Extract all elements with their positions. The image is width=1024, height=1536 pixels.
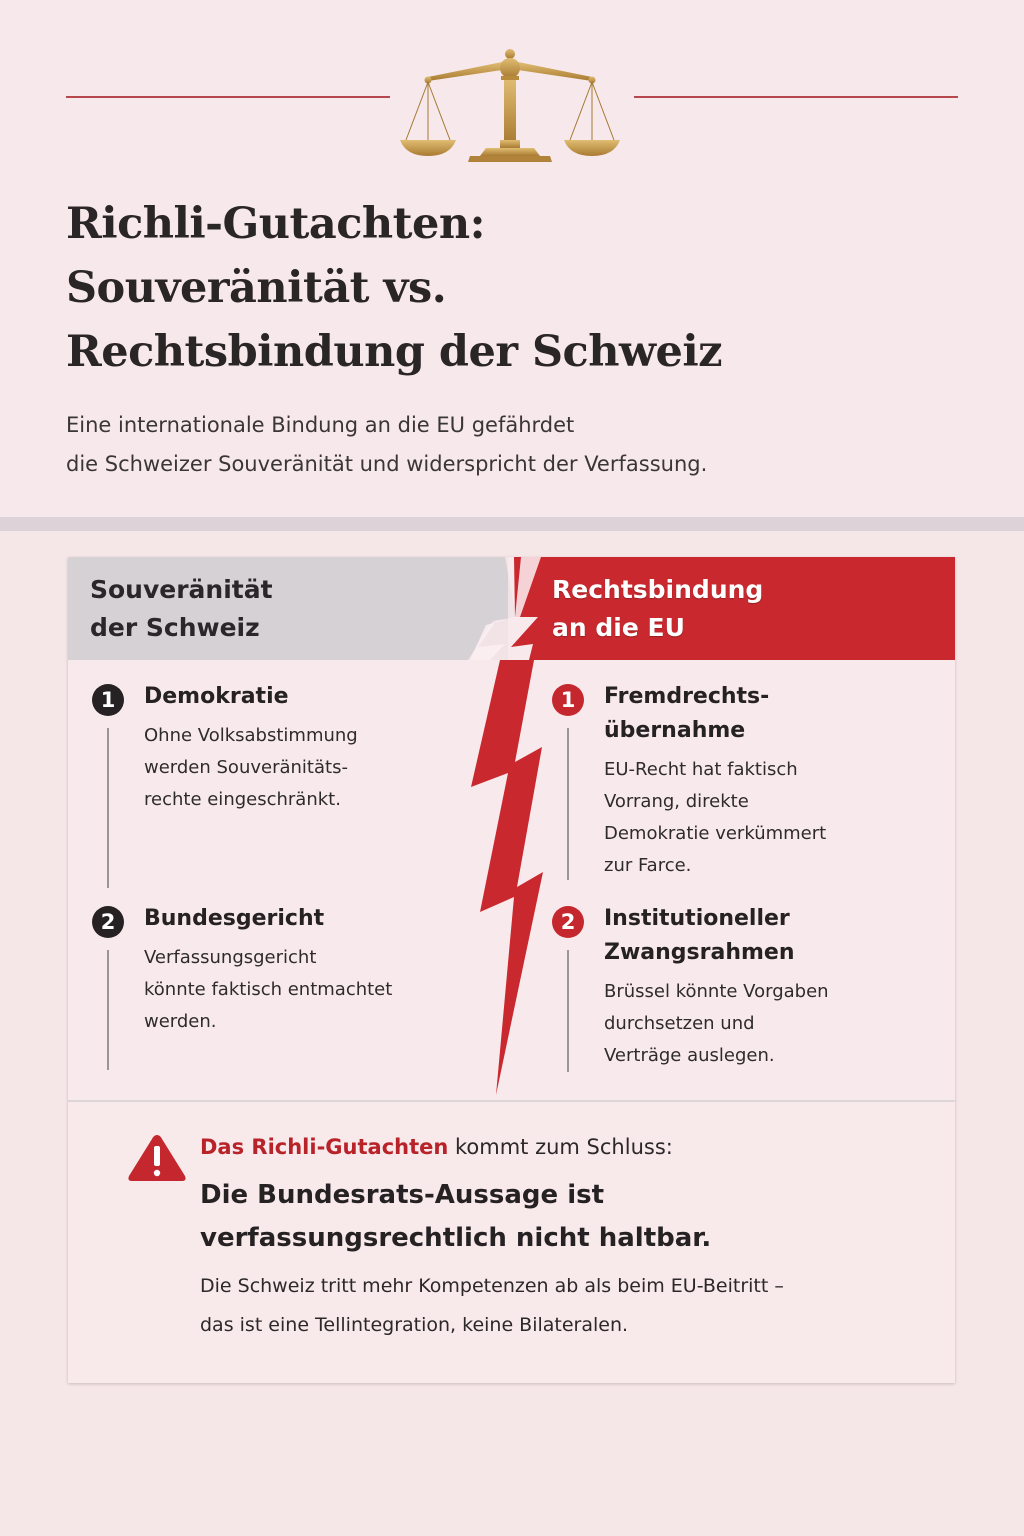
timeline-line	[107, 728, 109, 888]
conclusion-box	[68, 1100, 955, 1383]
scales-of-justice-icon	[398, 44, 622, 168]
timeline-line	[107, 950, 109, 1070]
heading-line: der Schweiz	[90, 613, 260, 642]
item-text: Ohne Volksabstimmung werden Souveränitäts- rechte eingeschränkt.	[144, 725, 358, 810]
title-line: Rechtsbindung der Schweiz	[66, 327, 723, 377]
warning-triangle-icon	[126, 1132, 188, 1184]
page-title	[66, 192, 966, 384]
item-title: Fremdrechts- übernahme	[604, 684, 770, 743]
item-title: Institutioneller Zwangsrahmen	[604, 906, 795, 965]
number-badge: 2	[92, 906, 124, 938]
number-badge: 2	[552, 906, 584, 938]
heading-line: Souveränität	[90, 575, 273, 604]
heading-line: Rechtsbindung	[552, 575, 764, 604]
page-subtitle	[66, 406, 966, 484]
title-line: Richli-Gutachten:	[66, 199, 486, 249]
timeline-line	[567, 950, 569, 1072]
header-rule-right	[634, 96, 958, 98]
conclusion-statement: Die Bundesrats-Aussage ist verfassungsrechtlich nicht haltbar.	[200, 1180, 712, 1253]
section-divider	[0, 517, 1024, 531]
subtitle-line: die Schweizer Souveränität und widerspricht der Verfassung.	[66, 452, 708, 476]
timeline-line	[567, 728, 569, 880]
subtitle-line: Eine internationale Bindung an die EU gefährdet	[66, 413, 575, 437]
item-title: Bundesgericht	[144, 906, 325, 931]
item-text: EU-Recht hat faktisch Vorrang, direkte Demokratie verkümmert zur Farce.	[604, 759, 827, 876]
item-title: Demokratie	[144, 684, 289, 709]
item-text: Brüssel könnte Vorgaben durchsetzen und Verträge auslegen.	[604, 981, 829, 1066]
highlight-text: Das Richli-Gutachten	[200, 1135, 449, 1159]
title-line: Souveränität vs.	[66, 263, 447, 313]
comparison-card	[68, 557, 955, 1383]
number-badge: 1	[552, 684, 584, 716]
header-rule-left	[66, 96, 390, 98]
conclusion-detail: Die Schweiz tritt mehr Kompetenzen ab als beim EU-Beitritt – das ist eine Tellintegration, keine Bilateralen.	[200, 1275, 784, 1336]
item-text: Verfassungsgericht könnte faktisch entmachtet werden.	[144, 947, 393, 1032]
heading-line: an die EU	[552, 613, 685, 642]
conclusion-lead: Das Richli-Gutachten kommt zum Schluss:	[200, 1135, 673, 1159]
number-badge: 1	[92, 684, 124, 716]
